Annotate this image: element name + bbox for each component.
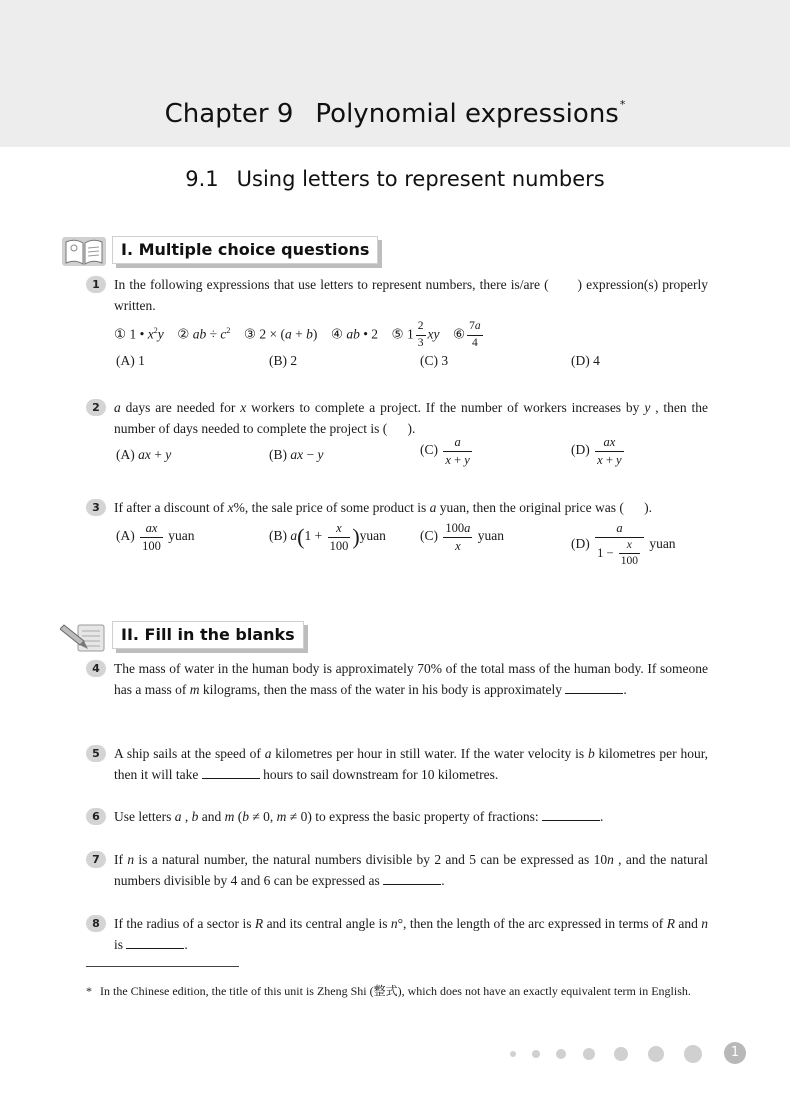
option-a[interactable]: (A) 1 [116,353,145,368]
question-text: The mass of water in the human body is approximately 70% of the total mass of the human body. If someone has a mass of m kilograms, then the mass of the water in his body is approximately . [114,661,708,697]
question-text: In the following expressions that use letters to represent numbers, there is/are ( ) expression(s) properly written. [114,277,708,313]
option-d[interactable]: (D) a 1 − $\frac{x}{100}$ yuan [571,521,676,567]
section-number: 9.1 [185,167,219,191]
question-number-badge: 4 [86,660,106,677]
option-d[interactable]: (D) $\frac{ax}{x + y}$ [571,435,622,467]
option-b[interactable]: (B) ax − y [269,447,324,462]
answer-blank[interactable] [126,936,184,949]
question-text: A ship sails at the speed of a kilometres per hour in still water. If the water velocity is b kilometres per hour, then it will take hours to sail downstream for 10 kilometres. [114,746,709,782]
pencil-ruler-icon [60,619,108,653]
chapter-label: Chapter 9 [164,99,294,129]
answer-options [116,350,708,374]
option-b[interactable]: (B) 2 [269,353,298,368]
question-6 [86,806,708,827]
option-a[interactable]: (A) ax + y [116,447,172,462]
footnote-marker: * [86,984,92,998]
section-heading: Using letters to represent numbers [236,167,605,191]
option-c[interactable]: (C) 3 [420,353,449,368]
decor-dot [583,1048,595,1060]
open-book-icon [60,234,108,268]
question-text: If the radius of a sector is R and its central angle is n°, then the length of the arc expressed in terms of R and n is . [114,916,709,952]
answer-blank[interactable] [542,808,600,821]
question-text: If after a discount of x%, the sale price of some product is a yuan, then the original price was ( ). [114,500,652,515]
expression-list: ① 1 • $x^2y$ ② ab ÷ $c^2$ ③ 2 × (a + b) ④ ab • 2 ⑤ 1 $\frac{2}{3}$ xy ⑥ $\frac{7a}{4}$ [114,320,481,349]
question-number-badge: 5 [86,745,106,762]
question-number-badge: 1 [86,276,106,293]
footnote [86,982,708,1001]
question-number-badge: 6 [86,808,106,825]
question-4 [86,658,708,700]
option-b[interactable]: (B) a(1 + $\frac{x}{100}$ )yuan [269,521,386,553]
page-dots-decoration [510,1040,760,1068]
part-label: I. Multiple choice questions [112,236,378,264]
question-5 [86,743,708,785]
answer-blank[interactable] [202,766,260,779]
answer-blank[interactable] [383,872,441,885]
question-8 [86,913,708,955]
question-text: a days are needed for x workers to complete a project. If the number of workers increases by y , then the number of days needed to complete the project is ( ). [114,400,709,436]
question-number-badge: 2 [86,399,106,416]
option-a[interactable]: (A) $\frac{ax}{100}$ yuan [116,521,195,553]
decor-dot [510,1051,516,1057]
answer-options [116,522,708,574]
page-number: 1 [724,1042,746,1064]
chapter-subtitle: Polynomial expressions [315,99,619,129]
question-number-badge: 3 [86,499,106,516]
decor-dot [648,1046,664,1062]
chapter-title [0,98,790,129]
footnote-divider [86,966,239,967]
question-number-badge: 8 [86,915,106,932]
decor-dot [684,1045,702,1063]
option-c[interactable]: (C) $\frac{100a}{x}$ yuan [420,521,504,553]
question-number-badge: 7 [86,851,106,868]
decor-dot [614,1047,628,1061]
question-text: If n is a natural number, the natural numbers divisible by 2 and 5 can be expressed as 10n , and the natural numbers divisible by 4 and 6 can be expressed as . [114,852,708,888]
question-2 [86,397,708,476]
question-text: Use letters a , b and m (b ≠ 0, m ≠ 0) to express the basic property of fractions: . [114,809,604,824]
option-c[interactable]: (C) $\frac{a}{x + y}$ [420,435,470,467]
question-7 [86,849,708,891]
question-3 [86,497,708,574]
decor-dot [556,1049,566,1059]
answer-blank[interactable] [565,681,623,694]
section-title [0,167,790,191]
decor-dot [532,1050,540,1058]
option-d[interactable]: (D) 4 [571,353,600,368]
chapter-footnote-marker: * [619,98,626,111]
answer-options [116,435,708,476]
part-label: II. Fill in the blanks [112,621,304,649]
question-1 [86,274,708,374]
footnote-text: In the Chinese edition, the title of this unit is Zheng Shi (整式), which does not have an exactly equivalent term in English. [100,984,691,998]
